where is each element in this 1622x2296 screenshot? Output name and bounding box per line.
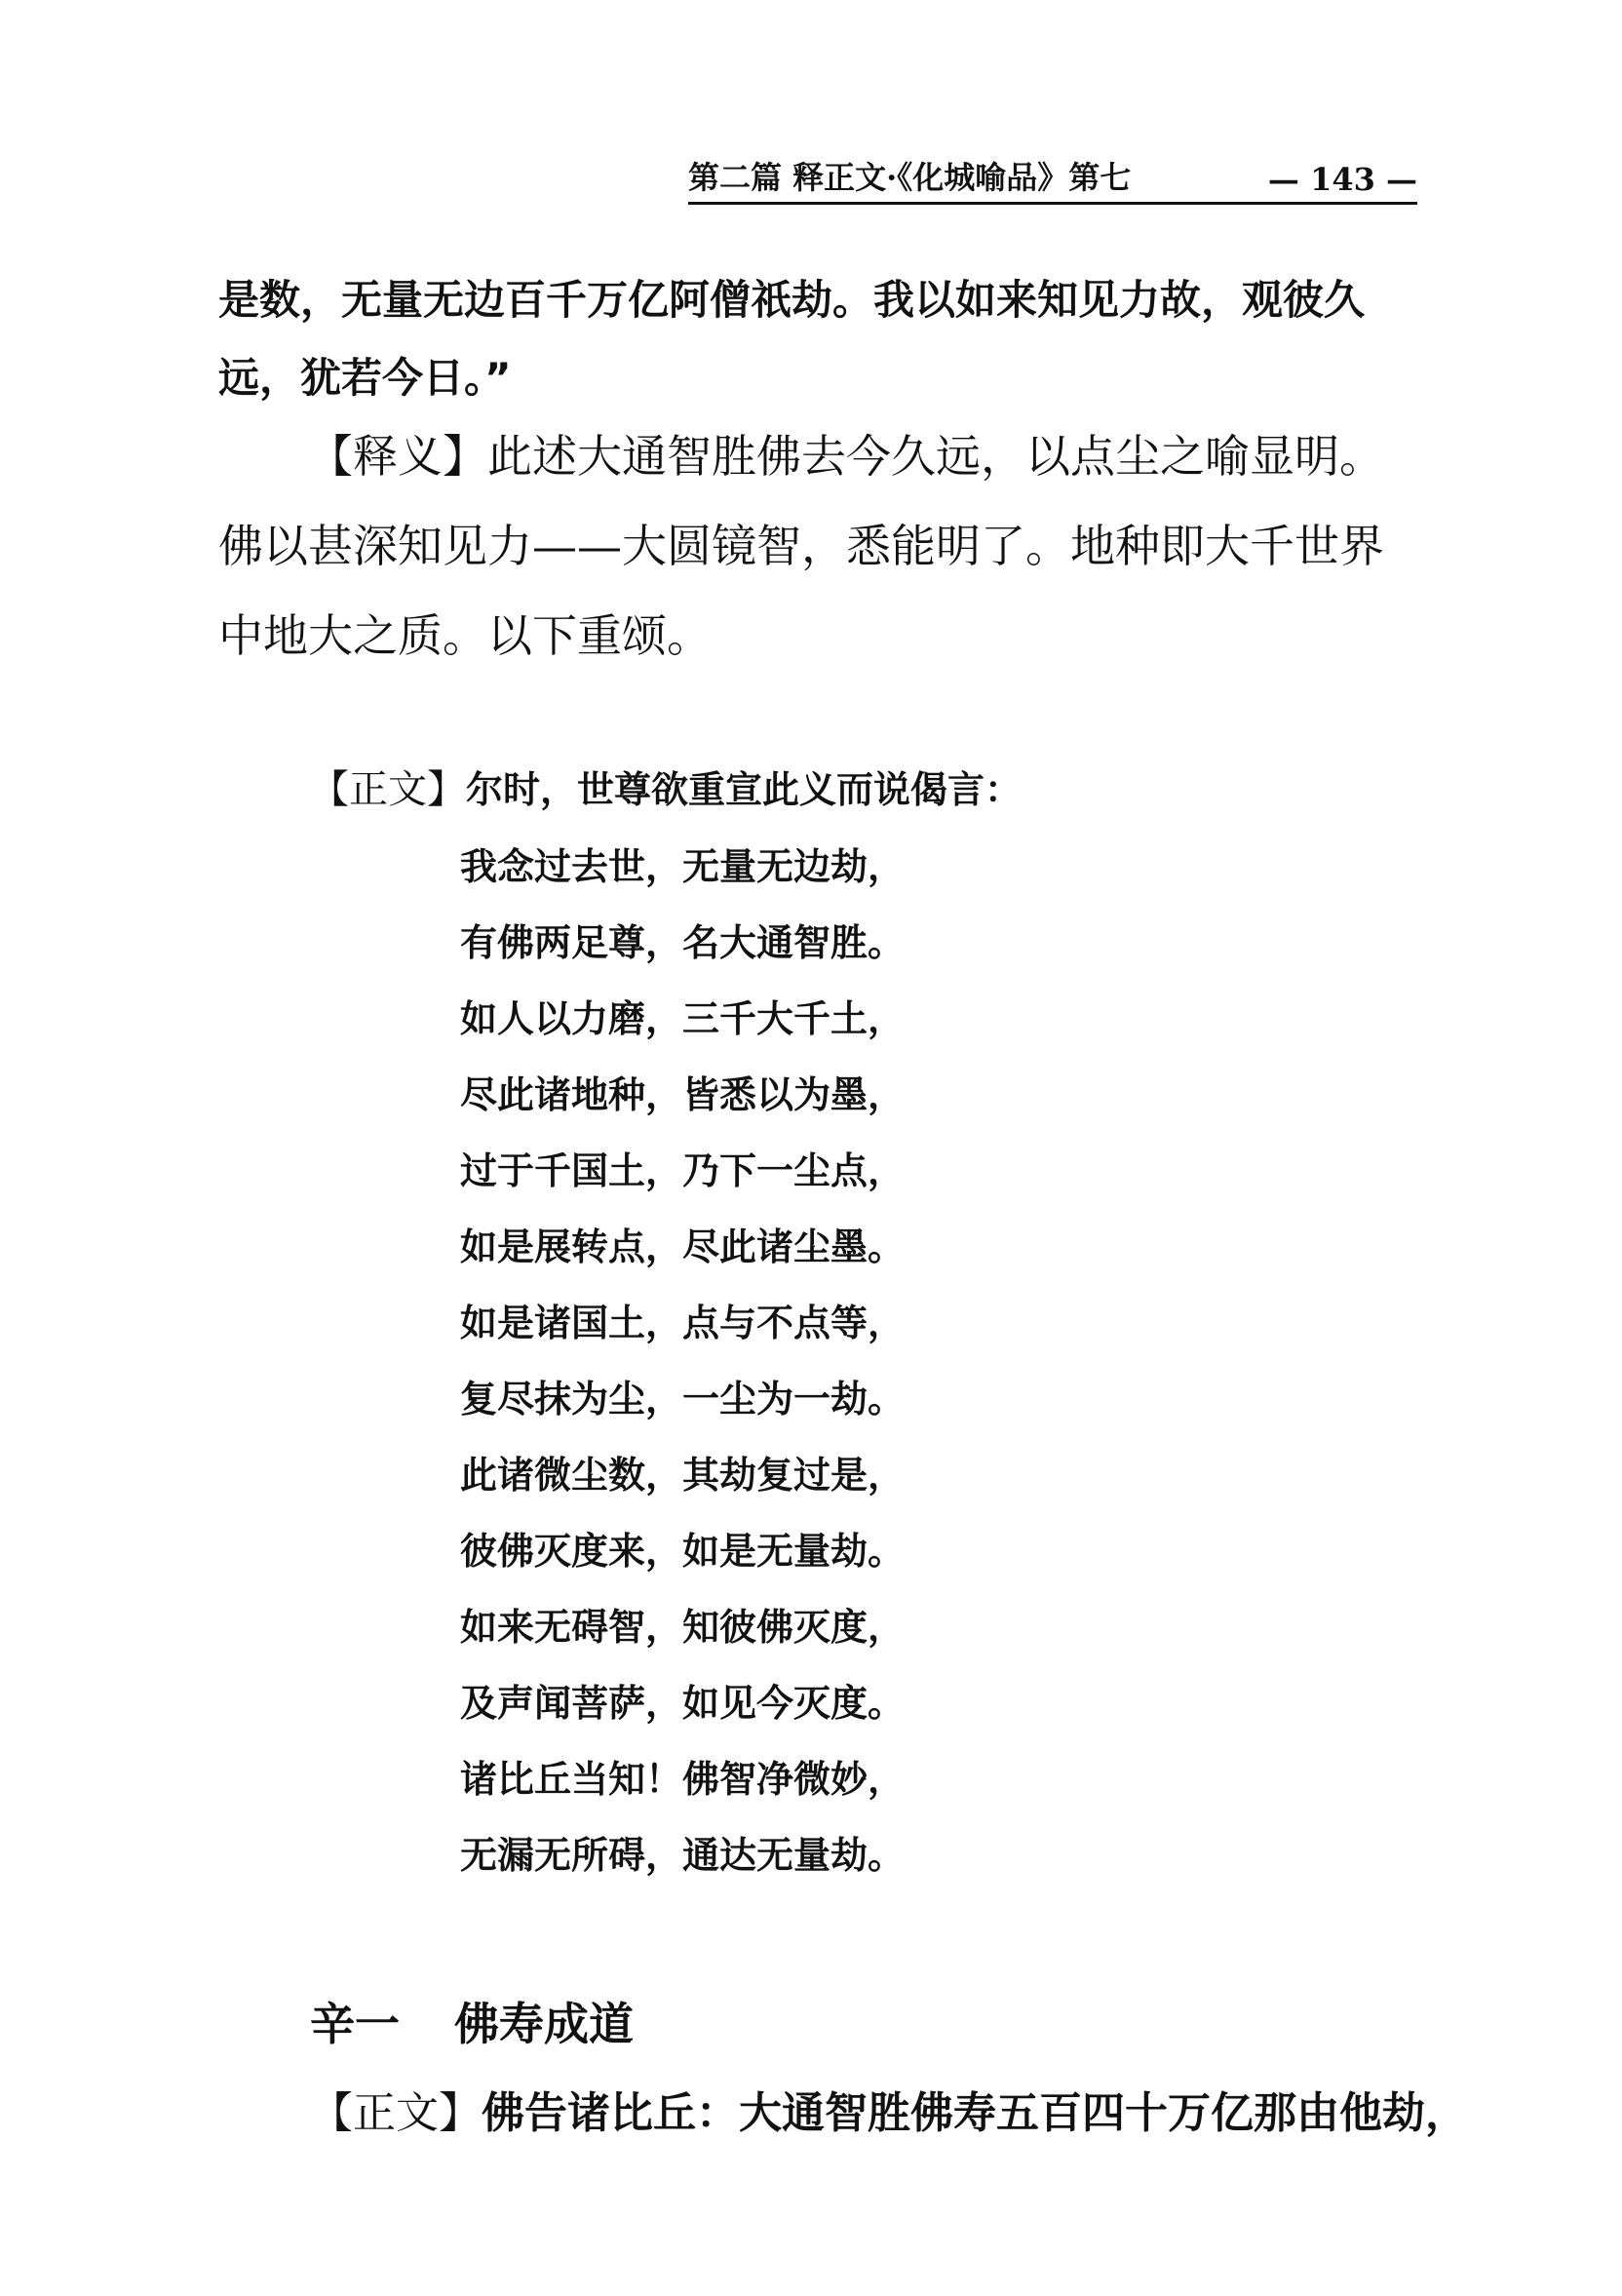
running-header [688, 156, 1417, 205]
verse-line: 有佛两足尊，名大通智胜。 [460, 921, 906, 964]
verse-line: 彼佛灭度来，如是无量劫。 [460, 1530, 906, 1573]
verse-line: 我念过去世，无量无边劫， [460, 845, 906, 888]
scripture-text: 尔时，世尊欲重宣此义而说偈言： [466, 768, 1023, 811]
section-heading [310, 1989, 634, 2053]
verse-line: 无漏无所碍，通达无量劫。 [460, 1834, 906, 1877]
commentary-text: 此述大通智胜佛去今久远，以点尘之喻显明。佛以甚深知见力——大圆镜智，悉能明了。地种即大千世界中地大之质。以下重颂。 [218, 430, 1384, 662]
page-number: — 143 — [1267, 161, 1417, 198]
verse-line: 及声闻菩萨，如见今灭度。 [460, 1682, 906, 1725]
scripture-tag: 【正文】 [310, 767, 466, 812]
verse-line: 此诸微尘数，其劫复过是， [460, 1454, 906, 1497]
verse-line: 复尽抹为尘，一尘为一劫。 [460, 1378, 906, 1420]
paragraph-continuation: 是数，无量无边百千万亿阿僧祇劫。我以如来知见力故，观彼久远，犹若今日。” [218, 276, 1366, 402]
section-number: 辛一 [310, 1998, 400, 2050]
verse-list [460, 829, 905, 1893]
verse-line: 过于千国土，乃下一尘点， [460, 1149, 906, 1192]
verse-line: 如是展转点，尽此诸尘墨。 [460, 1226, 906, 1268]
verse-line: 尽此诸地种，皆悉以为墨， [460, 1073, 906, 1116]
section-title: 佛寿成道 [454, 1998, 634, 2050]
header-title: 第二篇 释正文·《化城喻品》第七 [688, 159, 1132, 196]
scripture-paragraph [310, 2082, 1519, 2146]
commentary-tag: 【释义】 [308, 430, 487, 483]
verse-line: 诸比丘当知！佛智净微妙， [460, 1758, 906, 1801]
verse-line: 如来无碍智，知彼佛灭度， [460, 1606, 906, 1649]
verse-line: 如人以力磨，三千大千土， [460, 997, 906, 1040]
scripture-tag: 【正文】 [310, 2088, 482, 2138]
scripture-intro [310, 760, 1519, 819]
commentary-paragraph [218, 411, 1427, 681]
scripture-text: 佛告诸比丘：大通智胜佛寿五百四十万亿那由他劫， [482, 2088, 1468, 2138]
verse-line: 如是诸国土，点与不点等， [460, 1302, 906, 1344]
